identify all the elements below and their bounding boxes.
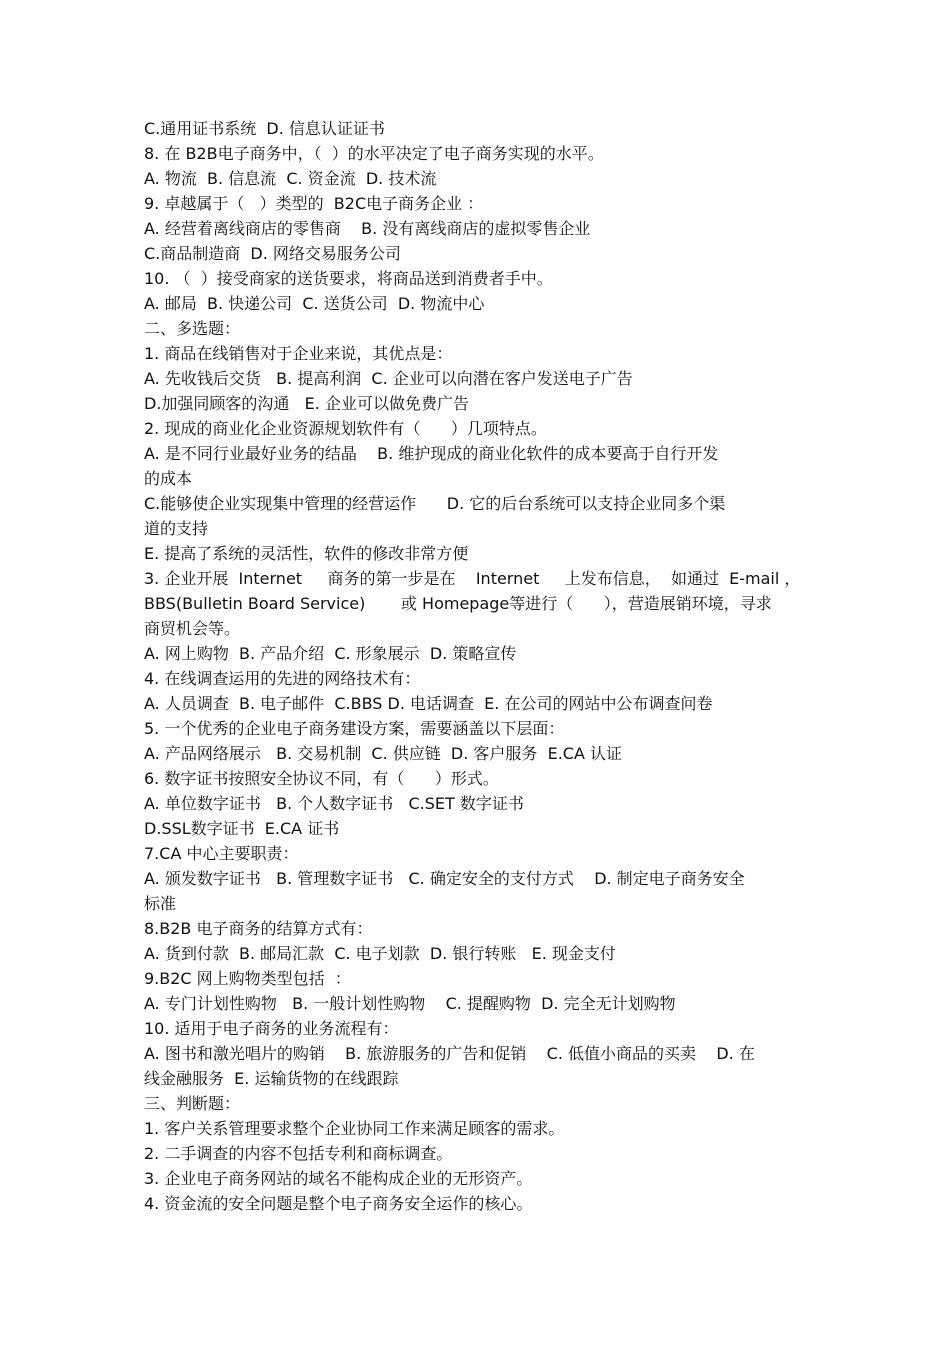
text-line: 8.B2B 电子商务的结算方式有： bbox=[144, 919, 373, 938]
text-line: A. 物流 B. 信息流 C. 资金流 D. 技术流 bbox=[144, 169, 437, 188]
text-line: 5. 一个优秀的企业电子商务建设方案，需要涵盖以下层面： bbox=[144, 719, 565, 738]
text-line: 1. 商品在线销售对于企业来说，其优点是： bbox=[144, 344, 453, 363]
text-line: C.通用证书系统 D. 信息认证证书 bbox=[144, 119, 385, 138]
text-line: 8. 在 B2B电子商务中，（ ）的水平决定了电子商务实现的水平。 bbox=[144, 144, 604, 163]
text-line: BBS(Bulletin Board Service) 或 Homepage等进行（ ），营造展销环境，寻求 bbox=[144, 594, 772, 613]
text-line: A. 图书和激光唱片的购销 B. 旅游服务的广告和促销 C. 低值小商品的买卖 D. 在 bbox=[144, 1044, 755, 1063]
text-line: 三、判断题： bbox=[144, 1094, 241, 1113]
text-line: 2. 现成的商业化企业资源规划软件有（ ）几项特点。 bbox=[144, 419, 547, 438]
text-line: C.能够使企业实现集中管理的经营运作 D. 它的后台系统可以支持企业同多个渠 bbox=[144, 494, 726, 513]
text-line: A. 货到付款 B. 邮局汇款 C. 电子划款 D. 银行转账 E. 现金支付 bbox=[144, 944, 616, 963]
text-line: A. 产品网络展示 B. 交易机制 C. 供应链 D. 客户服务 E.CA 认证 bbox=[144, 744, 622, 763]
text-line: D.SSL数字证书 E.CA 证书 bbox=[144, 819, 340, 838]
text-line: 1. 客户关系管理要求整个企业协同工作来满足顾客的需求。 bbox=[144, 1119, 565, 1138]
text-line: 9.B2C 网上购物类型包括 ： bbox=[144, 969, 351, 988]
document-content bbox=[144, 116, 814, 1216]
text-line: A. 网上购物 B. 产品介绍 C. 形象展示 D. 策略宣传 bbox=[144, 644, 517, 663]
text-line: 线金融服务 E. 运输货物的在线跟踪 bbox=[144, 1069, 399, 1088]
text-line: 10. 适用于电子商务的业务流程有： bbox=[144, 1019, 399, 1038]
text-line: D.加强同顾客的沟通 E. 企业可以做免费广告 bbox=[144, 394, 469, 413]
text-line: E. 提高了系统的灵活性，软件的修改非常方便 bbox=[144, 544, 469, 563]
text-line: 9. 卓越属于（ ）类型的 B2C电子商务企业 ： bbox=[144, 194, 484, 213]
text-line: 3. 企业电子商务网站的域名不能构成企业的无形资产。 bbox=[144, 1169, 533, 1188]
text-line: A. 人员调查 B. 电子邮件 C.BBS D. 电话调查 E. 在公司的网站中公布调查问卷 bbox=[144, 694, 713, 713]
text-line: 6. 数字证书按照安全协议不同，有（ ）形式。 bbox=[144, 769, 499, 788]
text-line: 7.CA 中心主要职责： bbox=[144, 844, 299, 863]
text-line: A. 邮局 B. 快递公司 C. 送货公司 D. 物流中心 bbox=[144, 294, 485, 313]
text-line: 商贸机会等。 bbox=[144, 619, 241, 638]
text-line: 2. 二手调查的内容不包括专利和商标调查。 bbox=[144, 1144, 453, 1163]
text-line: 标准 bbox=[144, 894, 177, 913]
text-line: 道的支持 bbox=[144, 519, 209, 538]
text-line: A. 先收钱后交货 B. 提高利润 C. 企业可以向潜在客户发送电子广告 bbox=[144, 369, 633, 388]
text-line: A. 专门计划性购物 B. 一般计划性购物 C. 提醒购物 D. 完全无计划购物 bbox=[144, 994, 676, 1013]
text-line: A. 单位数字证书 B. 个人数字证书 C.SET 数字证书 bbox=[144, 794, 524, 813]
text-line: 的成本 bbox=[144, 469, 193, 488]
text-line: 二、多选题： bbox=[144, 319, 241, 338]
text-line: A. 是不同行业最好业务的结晶 B. 维护现成的商业化软件的成本要高于自行开发 bbox=[144, 444, 719, 463]
text-line: A. 经营着离线商店的零售商 B. 没有离线商店的虚拟零售企业 bbox=[144, 219, 591, 238]
text-line: 3. 企业开展 Internet 商务的第一步是在 Internet 上发布信息， 如通过 E-mail ， bbox=[144, 569, 801, 588]
text-line: 4. 资金流的安全问题是整个电子商务安全运作的核心。 bbox=[144, 1194, 533, 1213]
text-line: 10. （ ）接受商家的送货要求，将商品送到消费者手中。 bbox=[144, 269, 553, 288]
text-line: C.商品制造商 D. 网络交易服务公司 bbox=[144, 244, 401, 263]
text-line: 4. 在线调查运用的先进的网络技术有： bbox=[144, 669, 421, 688]
text-line: A. 颁发数字证书 B. 管理数字证书 C. 确定安全的支付方式 D. 制定电子商务安全 bbox=[144, 869, 745, 888]
